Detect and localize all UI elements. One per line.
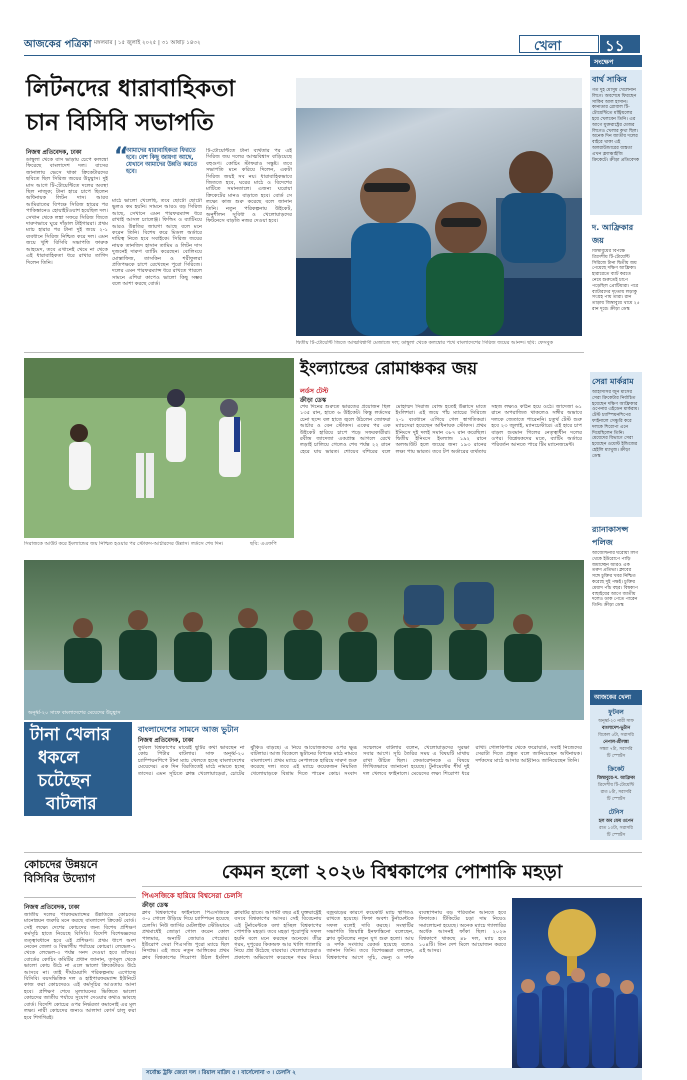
cricket-photo-caption: সিরাজকে আউট করে ইংল্যান্ডের জয় নিশ্চিত হওয়ার পর স্টোকস-আর্চারদের উল্লাস। লর্ডসে শেষ দিন।	[24, 541, 224, 547]
masthead	[24, 35, 599, 53]
cricket-headline: ইংল্যান্ডের রোমাঞ্চকর জয়	[300, 359, 478, 379]
women-tag-block	[24, 722, 132, 816]
bcb-headline-box	[24, 858, 136, 898]
sidebar-item-title: দ. আফ্রিকার জয়	[592, 223, 634, 245]
schedule-line: টি স্পোর্টস	[606, 797, 626, 802]
section-label-box	[519, 35, 599, 53]
lead-photo-caption: দ্বিতীয় টি-টোয়েন্টি জিতে আত্মবিশ্বাসী মেজাজে দল; ডাম্বুলা থেকে কলম্বোর পথে বাংলাদেশের সিরিজ জয়ের আনন্দ। ছবি: ফেসবুক	[296, 340, 553, 346]
cricket-byline: ক্রীড়া ডেস্ক	[300, 397, 327, 404]
sidebar-item-text: গত দুই মৌসুম খেলেননি লিগে। অবশেষে ফিরছেন সাকিব আল হাসান। কানাডার গ্লোবাল টি-টোয়েন্টিতে মন্ট্রিয়লের হয়ে খেলবেন তিনি। এর আগে যুক্তরাষ্ট্রের মেজর লিগেও খেলার কথা ছিল। অনেক দিন জাতীয় দলের বাইরে থাকা এই অলরাউন্ডারের ব্যস্ততা এখন ফ্র্যাঞ্চাইজি ক্রিকেটে। ক্রীড়া প্রতিবেদক	[592, 88, 640, 163]
lead-body-3: টি-টোয়েন্টিতে টানা ব্যর্থতার পর এই সিরিজ জয় দলের আত্মবিশ্বাস বাড়িয়েছে বহুগুণ। কোচিং স্টাফরাও সন্তুষ্ট। তবে সভাপতি মনে করিয়ে দিলেন, একটা সিরিজ জয়ই সব নয়। ধারাবাহিকভাবে জিততে হবে, ঘরের মাঠে ও বিদেশের মাটিতে সমানতালে। এজন্য ঘরোয়া ক্রিকেটের মানও বাড়াতে হবে। বোর্ড সে লক্ষ্যে কাজ শুরু করেছে বলে জানান তিনি। নতুন পরিকল্পনায় উইকেট, অনুশীলন সুবিধা ও খেলোয়াড়দের ফিটনেসে বাড়তি নজর দেওয়া হবে।	[206, 148, 292, 225]
schedule-block	[590, 705, 642, 762]
schedule-line: ত্রিদেশীয় টি-টোয়েন্টি	[597, 783, 635, 788]
lead-quote-box	[114, 144, 202, 194]
women-team-caption: অনূর্ধ্ব-২০ সাফে বাংলাদেশের মেয়েদের উচ্ছ্বাস	[28, 710, 121, 716]
schedule-header: আজকের খেলা	[590, 690, 642, 705]
cricket-body: শেষ দিনের শুরুতে ভারতের প্রয়োজন ছিল ১৩৫ রান, হাতে ৬ উইকেট। কিন্তু লর্ডসের চেনা ছন্দে বল হাতে জ্বলে উঠলেন জোফরা আর্চার ও বেন স্টোকস। একের পর এক উইকেট হারিয়ে চাপে পড়ে সফরকারীরা। রবীন্দ্র জাদেজা একপ্রান্ত আগলে রেখে লড়াই চালিয়ে গেলেও শেষ পর্যন্ত ২২ রানে হেরে যায় ভারত। শোয়েব বশিরের বলে মোহাম্মদ সিরাজ বোল্ড হতেই উল্লাসে মাতে ইংলিশরা। এই জয়ে পাঁচ ম্যাচের সিরিজে ২-১ ব্যবধানে এগিয়ে গেল স্বাগতিকরা। ম্যাচসেরা হয়েছেন অধিনায়ক স্টোকস। প্রথম ইনিংসে দুই দলই সমান ৩৮৭ রান করেছিল। দ্বিতীয় ইনিংসে ইংল্যান্ড ১৯২ রানে অলআউট হলে জয়ের জন্য ১৯৩ রানের লক্ষ্য পায় ভারত। তবে টপ অর্ডারের ব্যর্থতায় সহজ লক্ষ্যও কঠিন হয়ে ওঠে। জাদেজা ৬১ রানে অপরাজিত থাকলেও সঙ্গীর অভাবে দলকে জেতাতে পারেননি। চতুর্থ টেস্ট শুরু হবে ২৩ জুলাই, ম্যানচেস্টারে। এই হারে চাপ বাড়ল শুবমান গিলের নেতৃত্বাধীন দলের ওপর। বিশ্লেষকদের মতে, ব্যাটিং অর্ডারে পরিবর্তন আনতে পারে টিম ম্যানেজমেন্ট।	[300, 404, 582, 455]
women-team-photo	[24, 560, 584, 720]
quote-mark-icon: “	[114, 144, 129, 169]
schedule-line: অনূর্ধ্ব-২০ নারী সাফ	[598, 719, 634, 724]
bus-players-illustration	[296, 78, 582, 336]
wc-trophy-photo	[512, 898, 642, 1068]
lead-body-2: মাঠে ভালো খেলেছি, তবে ছোটো ছোটো ভুলও কম হয়নি। সামনে আরও বড় সিরিজ আছে, সেখানে এমন পারফরম্যান্স ধরে রাখাই আসল চ্যালেঞ্জ। ফিল্ডিং ও ব্যাটিংয়ে আরও উন্নতির জায়গা আছে বলে মনে করেন তিনি। বিশেষ করে মিডল অর্ডারে দায়িত্ব নিতে হবে সবাইকে। সিরিজ জয়ের নায়ক তানজিদ হাসান তামিম ও লিটন দাস দুজনেই দারুণ ব্যাটিং করেছেন। বোলিংয়ে মোস্তাফিজ, তাসকিন ও শরীফুলরা প্রতিপক্ষকে চাপে রেখেছেন পুরো সিরিজে। দলের এমন পারফরম্যান্স ধরে রাখতে পারলে সামনে এশিয়া কাপেও ভালো কিছু সম্ভব বলে আশা করছে বোর্ড।	[112, 198, 202, 288]
issue-date: মঙ্গলবার | ১৫ জুলাই ২০২৫ | ৩১ আষাঢ় ১৪৩২	[94, 40, 201, 46]
brand-logo: আজকের পত্রিকা	[24, 39, 92, 50]
bcb-byline: নিজস্ব প্রতিবেদক, ঢাকা	[24, 904, 80, 911]
cricket-dateline: লর্ডস টেস্ট	[300, 387, 329, 395]
schedule-line: বিকেল ৫টা, সরাসরি	[598, 733, 634, 738]
bcb-headline-1: কোচদের উন্নয়নে	[24, 858, 98, 871]
schedule-block	[590, 805, 642, 841]
sidebar-item-text: আইসিসির জুন মাসের সেরা ক্রিকেটার নির্বাচিত হয়েছেন দক্ষিণ আফ্রিকার ওপেনার এইডেন মার্করাম। টেস্ট চ্যাম্পিয়নশিপের ফাইনালে সেঞ্চুরি করে দলকে শিরোপা এনে দিয়েছিলেন তিনি। মেয়েদের বিভাগে সেরা হয়েছেন ওয়েস্ট ইন্ডিজের হেইলি ম্যাথুজ। ক্রীড়া ডেস্ক	[592, 390, 639, 459]
women-body: ফুটবল বিশ্বকাপের মাঝেই ছুটির কথা ভাবছেন না কোচ পিটার বাটলার। সাফ অনূর্ধ্ব-২০ চ্যাম্পিয়নশিপে টানা ম্যাচ খেলতে হচ্ছে বাংলাদেশের মেয়েদের। এক দিন বিরতিতেই মাঠে নামতে হচ্ছে তাদের। এমন সূচিতে ক্লান্ত খেলোয়াড়েরা, চোটের ঝুঁকিও বাড়ছে। এ নিয়ে আয়োজকদের ওপর ক্ষুব্ধ বাটলার। আজ বিকেলে ভুটানের বিপক্ষে মাঠে নামবে বাংলাদেশ। প্রথম ম্যাচে নেপালকে হারিয়ে দারুণ শুরু করেছে দল। তবে এই ম্যাচে কয়েকজন নিয়মিত খেলোয়াড়কে বিশ্রাম দিতে পারেন কোচ। সংবাদ সম্মেলনে বাটলার বলেন, খেলোয়াড়দের সুরক্ষা সবার আগে। সূচি তৈরির সময় এ বিষয়টি মাথায় রাখা উচিত ছিল। ফেডারেশনকে এ বিষয়ে লিখিতভাবে জানানো হয়েছে। টুর্নামেন্টের শীর্ষ দুই দল খেলবে ফাইনালে। মেয়েদের লক্ষ্য শিরোপা ধরে রাখা। গোলকিপার থেকে ফরোয়ার্ড, সবাই নিজেদের সেরাটা দিতে প্রস্তুত বলে জানিয়েছেন অধিনায়ক। দর্শকদের মাঠে আসার আহ্বানও জানিয়েছেন তিনি।	[138, 745, 582, 777]
masthead-rule	[24, 55, 642, 56]
bcb-body: জাতীয় দলের পারফরম্যান্সের উন্নতিতে কোচদের মানোন্নয়ন জরুরি মনে করছে বাংলাদেশ ক্রিকেট বোর্ড। সেই লক্ষ্যে দেশের কোচদের জন্য বিশেষ প্রশিক্ষণ কর্মসূচি হাতে নিয়েছে বিসিবি। বিদেশি বিশেষজ্ঞদের তত্ত্বাবধানে হবে এই প্রশিক্ষণ। প্রথম ধাপে অংশ নেবেন জেলা ও বিভাগীয় পর্যায়ের কোচরা। লেভেল-১ থেকে লেভেল-৩ পর্যন্ত সনদ দেওয়া হবে তাঁদের। বোর্ডের কোচিং কমিটির প্রধান জানান, তৃণমূল থেকে ভালো কোচ উঠে না এলে ভালো ক্রিকেটারও উঠে আসবে না। তাই দীর্ঘমেয়াদি পরিকল্পনায় এগোচ্ছে বিসিবি। বয়সভিত্তিক দল ও হাইপারফরম্যান্স ইউনিটে কাজ করা কোচদেরও এই কর্মসূচির আওতায় আনা হবে। প্রশিক্ষণ শেষে মূল্যায়নের ভিত্তিতে ভালো কোচদের জাতীয় পর্যায়ে সুযোগ দেওয়ার কথাও ভাবছে বোর্ড। বিদেশি কোচের ওপর নির্ভরতা কমানোই এর মূল লক্ষ্য। নারী কোচদের জন্যও আলাদা কোর্স চালু করা হবে শিগগিরই।	[24, 912, 136, 1021]
schedule-line: জিম্বাবুয়ে-দ. আফ্রিকা	[597, 776, 635, 781]
trophy-celebration-illustration	[512, 898, 642, 1068]
schedule-line: সন্ধ্যা ৭টা, সরাসরি	[599, 747, 633, 752]
women-byline: নিজস্ব প্রতিবেদক, ঢাকা	[138, 737, 194, 744]
lead-quote: আমাদের ধারাবাহিকতা ফিরতে হবে। বেশ কিছু জায়গা আছে, যেখানে আমাদের উন্নতি করতে হবে।	[126, 148, 198, 175]
lead-headline-2: চান বিসিবি সভাপতি	[26, 110, 214, 136]
schedule-box	[590, 690, 642, 840]
section-divider	[24, 352, 584, 353]
sidebar-item-title: সেরা মার্করাম	[592, 377, 634, 386]
wc-byline: ক্রীড়া ডেস্ক	[142, 902, 169, 909]
sidebar-item-title: র‍্যানাকাসপ্স পলিজ	[592, 525, 629, 547]
cricket-players-illustration	[24, 358, 294, 538]
sidebar-header: সংক্ষেপ	[590, 55, 642, 67]
women-headline: বাংলাদেশের সামনে আজ ভুটান	[138, 725, 239, 734]
women-team-illustration	[24, 560, 584, 720]
sidebar-item-title: বার্থ সাকিব	[592, 75, 627, 84]
page-number: ১১	[605, 37, 625, 55]
schedule-line: বাংলাদেশ-ভুটান	[601, 726, 631, 731]
schedule-line: রাত ৮টা, সরাসরি	[600, 790, 632, 795]
women-tag-line-3: চটেছেন	[38, 771, 91, 791]
wc-headline: কেমন হলো ২০২৬ বিশ্বকাপের পোশাকি মহড়া	[221, 861, 563, 883]
section-label: খেলা	[534, 39, 562, 54]
sidebar-item	[590, 372, 642, 517]
cricket-photo	[24, 358, 294, 538]
section-divider	[24, 852, 642, 853]
schedule-sport: ক্রিকেট	[607, 766, 625, 773]
wc-footer-bar	[142, 1068, 642, 1080]
sidebar-item	[590, 70, 642, 215]
schedule-line: টি স্পোর্টস	[606, 833, 626, 838]
wc-footer-text: সর্বোচ্চ ট্রফি জেতা দল । রিয়াল মাদ্রিদ ৫ । বার্সেলোনা ৩ । চেলসি ২	[146, 1070, 296, 1076]
schedule-line: হল অব ফেম ওপেন	[598, 819, 634, 824]
sidebar-item	[590, 218, 642, 368]
schedule-sport: টেনিস	[608, 809, 624, 816]
women-tag-line-1: টানা খেলার	[30, 725, 111, 745]
schedule-line: নেপাল-শ্রীলঙ্কা	[603, 740, 629, 745]
schedule-block	[590, 762, 642, 805]
cricket-photo-credit: ছবি: এএফপি	[250, 541, 277, 547]
women-tag-line-4: বাটলার	[46, 794, 97, 814]
lead-body-1: ডাম্বুলা থেকে বাস ভাড়ায় চেপে কলম্বো ফিরেছে বাংলাদেশ দল। বাসের জানালায় ভেসে থাকা ক্রিকেটারদের ছবিতে ছিল সিরিজ জয়ের উচ্ছ্বাস। দুই মাস আগে টি-টোয়েন্টিতে দলের অবস্থা ছিল নাজুক; টানা হারে চাপে ছিলেন অধিনায়ক লিটন দাস। আরব আমিরাতের বিপক্ষে সিরিজ হারের পর পাকিস্তানেও হোয়াইটওয়াশ হয়েছিল দল। সেখান থেকে লঙ্কা সফরে সিরিজ জিতে দারুণভাবে ঘুরে দাঁড়াল টাইগাররা। প্রথম ম্যাচ হারার পর টানা দুই জয়ে ২-১ ব্যবধানে সিরিজ নিশ্চিত করে দল। এমন জয়ে খুশি বিসিবি সভাপতি ফারুক আহমেদ, তবে এখানেই থেমে না থেকে এই ধারাবাহিকতা ধরে রাখার তাগিদ দিলেন তিনি।	[26, 157, 108, 266]
schedule-line: রাত ১০টা, সরাসরি	[599, 826, 633, 831]
sidebar-item	[590, 520, 642, 675]
wc-body: ক্লাব বিশ্বকাপের ফাইনালে পিএসজিকে ৩-০ গোলে উড়িয়ে দিয়ে চ্যাম্পিয়ন হয়েছে চেলসি। নিউ জার্সির মেটলাইফ স্টেডিয়ামে প্রথমার্ধেই জোড়া গোল করেন কোল পালমার, অন্যটি জোয়াও পেদ্রোর। ইউরোপ সেরা পিএসজি পুরো ম্যাচে ছিল নিষ্প্রভ। এই জয়ে নতুন আঙ্গিকের প্রথম ক্লাব বিশ্বকাপের শিরোপা উঠল ইংলিশ ক্লাবটির হাতে। আগামী বছর এই যুক্তরাষ্ট্রেই বসবে বিশ্বকাপের আসর। সেই বিবেচনায় এই টুর্নামেন্টকে বলা হচ্ছিল বিশ্বকাপের পোশাকি মহড়া। তবে মহড়া পুরোপুরি সফল হয়নি বলে মনে করছেন অনেকে। তীব্র গরম, দুপুরের কিকঅফ আর খালি গ্যালারি নিয়ে প্রশ্ন উঠেছে বারবার। খেলোয়াড়েরাও প্রকাশ্যে অভিযোগ করেছেন গরম নিয়ে। বজ্রঝড়ের কারণে কয়েকটি ম্যাচ স্থগিতও রাখতে হয়েছে। ফিফা অবশ্য টুর্নামেন্টকে সফল বলেই দাবি করছে। সংস্থাটির সভাপতি জিয়ান্নি ইনফান্তিনো বলেছেন, ক্লাব ফুটবলের নতুন যুগ শুরু হলো। আয় ও দর্শক সংখ্যায় রেকর্ড হয়েছে বলেও জানান তিনি। তবে বিশেষজ্ঞরা বলছেন, বিশ্বকাপের আগে সূচি, ভেন্যু ও দর্শক ব্যবস্থাপনায় বড় পরিবর্তন আনতে হবে ফিফাকে। টিকিটের চড়া দাম নিয়েও সমালোচনা হয়েছে। অনেক ম্যাচে গ্যালারির অর্ধেক আসনই ফাঁকা ছিল। ২০২৬ বিশ্বকাপে থাকছে ৪৮ দল, ম্যাচ হবে ১০৪টি। তিন দেশ মিলে আয়োজন করবে এই আসর।	[142, 910, 506, 961]
lead-byline: নিজস্ব প্রতিবেদক, ঢাকা	[26, 149, 82, 156]
schedule-line: টি স্পোর্টস	[606, 754, 626, 759]
sidebar-item-text: আর্জেন্টিনার ঘরোয়া লিগ থেকে ইউরোপে পাড়ি জমাচ্ছেন আরও এক তরুণ প্রতিভা। ক্লাবের সঙ্গে চুক্তির খবর নিশ্চিত করেছে দুই পক্ষই। চুক্তির মেয়াদ পাঁচ বছর। বিশ্বকাপ বাছাইয়ের আগে জাতীয় দলেও ডাক পেতে পারেন তিনি। ক্রীড়া ডেস্ক	[592, 551, 639, 609]
wc-subhead: পিএসজিকে হারিয়ে বিশ্বসেরা চেলসি	[142, 892, 243, 900]
lead-photo	[296, 78, 582, 336]
bcb-headline-2: বিসিবির উদ্যোগ	[24, 872, 96, 885]
wc-headline-rule	[142, 886, 642, 887]
schedule-sport: ফুটবল	[608, 709, 624, 716]
women-tag-line-2: ধকলে	[38, 748, 79, 768]
lead-headline-1: লিটনদের ধারাবাহিকতা	[26, 76, 235, 102]
sidebar-item-text: জিম্বাবুয়ের বিপক্ষে ত্রিদেশীয় টি-টোয়েন্টি সিরিজে টানা দ্বিতীয় জয় পেয়েছে দক্ষিণ আফ্রিকা। হারারেতে ব্যাট করতে নেমে শুরুতেই চাপে পড়েছিল প্রোটিয়ারা। পরে ব্যাটারদের দৃঢ়তায় লড়াকু সংগ্রহ পায় তারা। রান তাড়ায় জিম্বাবুয়ে থামে ২৫ রান দূরে। ক্রীড়া ডেস্ক	[592, 249, 640, 312]
